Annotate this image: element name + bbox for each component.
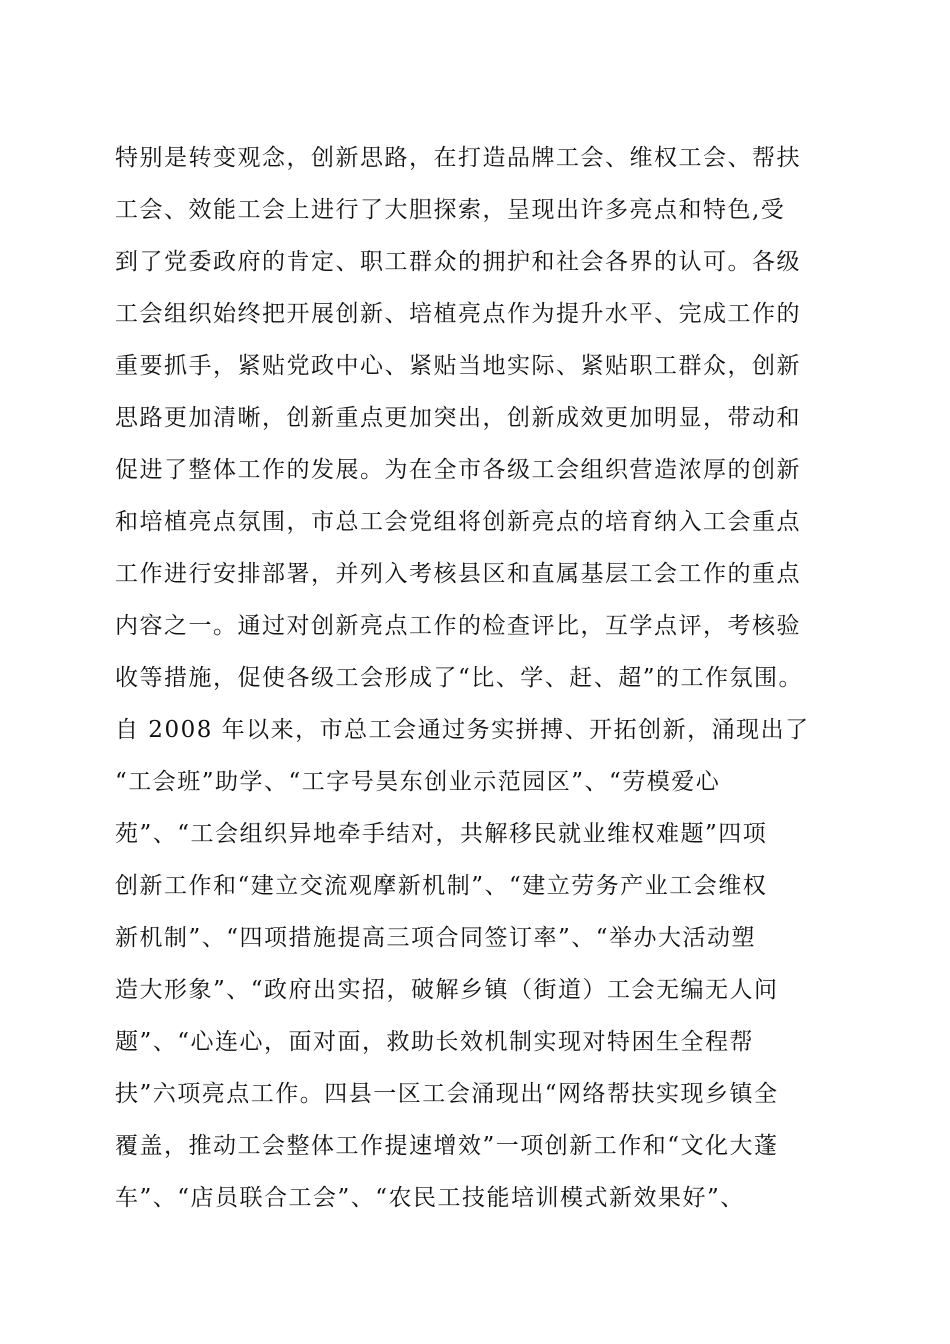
text-line: 工会、效能工会上进行了大胆探索，呈现出许多亮点和特色,受 <box>115 197 786 223</box>
text-line: 到了党委政府的肯定、职工群众的拥护和社会各界的认可。各级 <box>115 249 801 275</box>
text-line: 和培植亮点氛围，市总工会党组将创新亮点的培育纳入工会重点 <box>115 509 801 535</box>
text-line: 工会组织始终把开展创新、培植亮点作为提升水平、完成工作的 <box>115 301 801 327</box>
text-line: 工作进行安排部署，并列入考核县区和直属基层工会工作的重点 <box>115 561 801 587</box>
text-line: “工会班”助学、“工字号昊东创业示范园区”、“劳模爱心 <box>115 769 721 795</box>
text-line: 收等措施，促使各级工会形成了“比、学、赶、超”的工作氛围。 <box>115 665 804 691</box>
text-line: 造大形象”、“政府出实招，破解乡镇（街道）工会无编无人问 <box>115 977 779 1003</box>
text-line: 扶”六项亮点工作。四县一区工会涌现出“网络帮扶实现乡镇全 <box>115 1081 779 1107</box>
text-line: 思路更加清晰，创新重点更加突出，创新成效更加明显，带动和 <box>115 405 801 431</box>
text-line: 车”、“店员联合工会”、“农民工技能培训模式新效果好”、 <box>115 1185 745 1211</box>
text-line: 覆盖，推动工会整体工作提速增效”一项创新工作和“文化大蓬 <box>115 1133 779 1159</box>
text-line: 特别是转变观念，创新思路，在打造品牌工会、维权工会、帮扶 <box>115 145 801 171</box>
text-line: 题”、“心连心，面对面，救助长效机制实现对特困生全程帮 <box>115 1029 755 1055</box>
text-line: 内容之一。通过对创新亮点工作的检查评比，互学点评，考核验 <box>115 613 801 639</box>
text-line: 自 2008 年以来，市总工会通过务实拼搏、开拓创新，涌现出了 <box>115 717 810 743</box>
text-line: 促进了整体工作的发展。为在全市各级工会组织营造浓厚的创新 <box>115 457 801 483</box>
text-line: 重要抓手，紧贴党政中心、紧贴当地实际、紧贴职工群众，创新 <box>115 353 801 379</box>
text-line: 创新工作和“建立交流观摩新机制”、“建立劳务产业工会维权 <box>115 873 768 899</box>
text-line: 新机制”、“四项措施提高三项合同签订率”、“举办大活动塑 <box>115 925 757 951</box>
body-text <box>115 132 855 1224</box>
text-line: 苑”、“工会组织异地牵手结对，共解移民就业维权难题”四项 <box>115 821 768 847</box>
